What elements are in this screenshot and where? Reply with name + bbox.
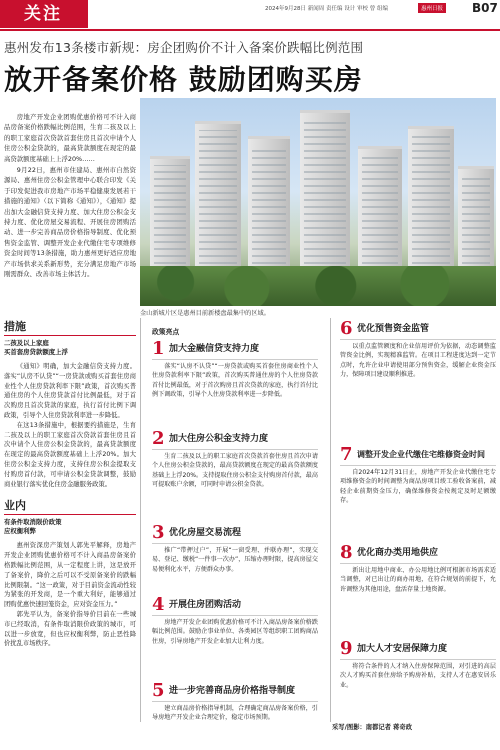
body-paragraph: 《通知》明确，加大金融信贷支持力度。落实“认房不认贷”“一房贷款或购买首套住房商业性个人住房贷款利率下限”政策，首次购买普通住房的个人住房贷款首付比例最低，对于首次购房且首次贷款的家庭，执行首付比例下调政策，引导个人住房贷款利率进一步降低。 (4, 363, 136, 419)
section-subtitle: 有条件取消限价政策 (4, 518, 62, 527)
policy-text: 以重点监管额度和企业信用评价为依据，动态调整监管资金比例，实现精准监管。在项目工程进度达到一定节点时，允许企业申请使用部分预售资金，缓解企业资金压力，保障项目建设顺利推进。 (340, 343, 496, 379)
headline: 放开备案价格 鼓励团购买房 (4, 63, 363, 96)
section-body (4, 362, 136, 489)
policy-item (152, 524, 318, 574)
policy-text: 新出让用地中商业、办公用地比例可根据市场需求适当调整，对已出让的商办用地，在符合规划的前提下，允许调整为其他用途，盘活存量土地资源。 (340, 567, 496, 593)
policy-title: 优化商办类用地供应 (357, 548, 439, 558)
policy-item (340, 320, 496, 380)
policy-title: 优化房屋交易流程 (169, 528, 242, 538)
policy-text: 自2024年12月31日止，房地产开发企业代缴住宅专项维修资金的时间调整为商品房项目竣工验收备案前，减轻企业前期资金压力，确保维修资金按规定及时足额缴存。 (340, 469, 496, 505)
policy-number: 3 (152, 522, 165, 543)
policy-number: 7 (340, 444, 353, 465)
policy-header: 政策亮点 (152, 328, 180, 336)
policy-title: 加大住房公积金支持力度 (169, 434, 269, 444)
photo-caption: 金山新城片区是惠州目前新楼盘最集中的区域。 (140, 310, 270, 317)
cityscape-photo (140, 98, 496, 306)
section-subtitle: 买首套房贷款额度上浮 (4, 348, 68, 356)
policy-item (152, 340, 318, 400)
lead-text (4, 112, 136, 281)
left-column (4, 318, 136, 649)
policy-item (152, 596, 318, 646)
section-title-industry: 业内 (4, 497, 136, 515)
policy-title: 开展住房团购活动 (169, 600, 242, 610)
policy-item (152, 430, 318, 490)
policy-number: 1 (152, 338, 165, 359)
body-paragraph: 惠州资深房产策划人郭先平解释，房地产开发企业团购优惠价格可不计入商品房备案价格跌幅比例范围，从一定程度上讲，这是放开了备案价，降价之后可以不受原备案价的跌幅比例限制。“这一政策，对于目前资金流动性较为紧张的开发商，是一个重大利好，能够通过团购优惠快速回笼资金，应对资金压力。” (4, 542, 136, 609)
column-divider (140, 318, 141, 722)
byline: 采写/图影：南都记者 蒋奇政 (332, 724, 413, 731)
lead-paragraph: 9月22日，惠州市住建局、惠州市自然资源局、惠州住房公积金管理中心联合印发《关于印发促进我市房地产市场平稳健康发展若干措施的通知》（以下简称《通知》），《通知》提出加大金融信贷支持力度、加大住房公积金支持力度、优化房屋交易流程、开展住房团购活动、进一步完善商品房价格指导制度、优化预售资金监管、调整开发企业代缴住宅专项维修资金时间等13条措施，助力惠州更好适应房地产市场供求关系新形势，充分满足房地产市场刚需群众、改善市场主体活力。 (4, 166, 136, 279)
policy-number: 9 (340, 638, 353, 659)
policy-text: 房地产开发企业团购优惠价格可不计入商品房备案价格跌幅比例范围。鼓励企事业单位、各类园区等组织职工团购商品住房，引导房地产开发企业加大让利力度。 (152, 619, 318, 645)
dateline: 2024年9月28日 新闻周 责任编 设计 审校 曾 组编 (265, 6, 388, 12)
lead-paragraph: 房地产开发企业团购优惠价格可不计入商品房备案价格跌幅比例范围，生育二孩及以上的职工家庭首次贷款首套住房且首次申请个人住房公积金贷款的，最高贷款额度在现定的最高贷款额度基础上上浮20%…… (4, 113, 136, 163)
policy-number: 8 (340, 542, 353, 563)
policy-number: 6 (340, 318, 353, 339)
section-body (4, 541, 136, 649)
section-subtitle: 应权衡利弊 (4, 527, 36, 536)
policy-text: 落实“认房不认贷”“一房贷款或购买首套住房商业性个人住房贷款利率下限”政策，首次购买普通住房的个人住房贷款首付比例最低，对于首次购房且首次贷款的家庭，执行首付比例下调政策，引导个人住房贷款利率进一步降低。 (152, 363, 318, 399)
policy-number: 2 (152, 428, 165, 449)
policy-title: 优化预售资金监管 (357, 324, 430, 334)
policy-item (340, 544, 496, 594)
section-title-measures: 措施 (4, 318, 136, 336)
section-subtitle: 二孩及以上家庭 (4, 339, 49, 347)
policy-text: 推广“带押过户”，开展“一窗受理、并联办理”，实现交易、登记、缴税“一件事一次办”，压缩办理时限，提高房屋交易便利化水平，方便群众办事。 (152, 547, 318, 573)
column-divider (330, 318, 331, 722)
page-number: B07 (472, 1, 498, 15)
policy-title: 进一步完善商品房价格指导制度 (169, 686, 296, 696)
policy-text: 将符合条件的人才纳入住房保障范围，对引进的高层次人才购买首套住房给予购房补贴，支持人才在惠安居乐业。 (340, 663, 496, 689)
body-paragraph: 在这13条措施中，根据要约措施是，生育二孩及以上的职工家庭首次贷款首套住房且首次申请个人住房公积金贷款的，最高贷款额度在现定的最高贷款额度基础上上浮20%。加大住房公积金支持力度，支持住房公积金提取支付购房首付款，可申请公积金贷款调整，鼓励商业银行落实优化住房金融服务政策。 (4, 421, 136, 488)
policy-number: 5 (152, 680, 165, 701)
policy-item (152, 682, 318, 723)
policy-number: 4 (152, 594, 165, 615)
policy-title: 调整开发企业代缴住宅维修资金时间 (357, 450, 485, 459)
section-tag: 关注 (0, 0, 88, 28)
policy-text: 建立商品房价格指导机制，合理确定商品房备案价格，引导房地产开发企业合理定价，稳定市场预期。 (152, 705, 318, 722)
masthead-divider (0, 29, 500, 31)
masthead (0, 0, 500, 30)
policy-item (340, 640, 496, 690)
policy-title: 加大金融信贷支持力度 (169, 344, 260, 354)
policy-text: 生育二孩及以上的职工家庭首次贷款首套住房且首次申请个人住房公积金贷款的，最高贷款额度在现定的最高贷款额度基础上上浮20%。支持提取住房公积金支付购房首付款，最高可提取账户余额，可同时申请公积金贷款。 (152, 453, 318, 489)
page-tag: 惠州日报 (418, 3, 446, 13)
subheadline: 惠州发布13条楼市新规：房企团购价不计入备案价跌幅比例范围 (4, 40, 364, 55)
policy-title: 加大人才安居保障力度 (357, 644, 448, 654)
body-paragraph: 郭先平认为，备案价指导价目前在一些城市已经取消，有条件取消限价政策的城市，可以进一步放宽，但也应权衡利弊，防止恶性降价扰乱市场秩序。 (4, 610, 136, 648)
policy-item (340, 446, 496, 506)
